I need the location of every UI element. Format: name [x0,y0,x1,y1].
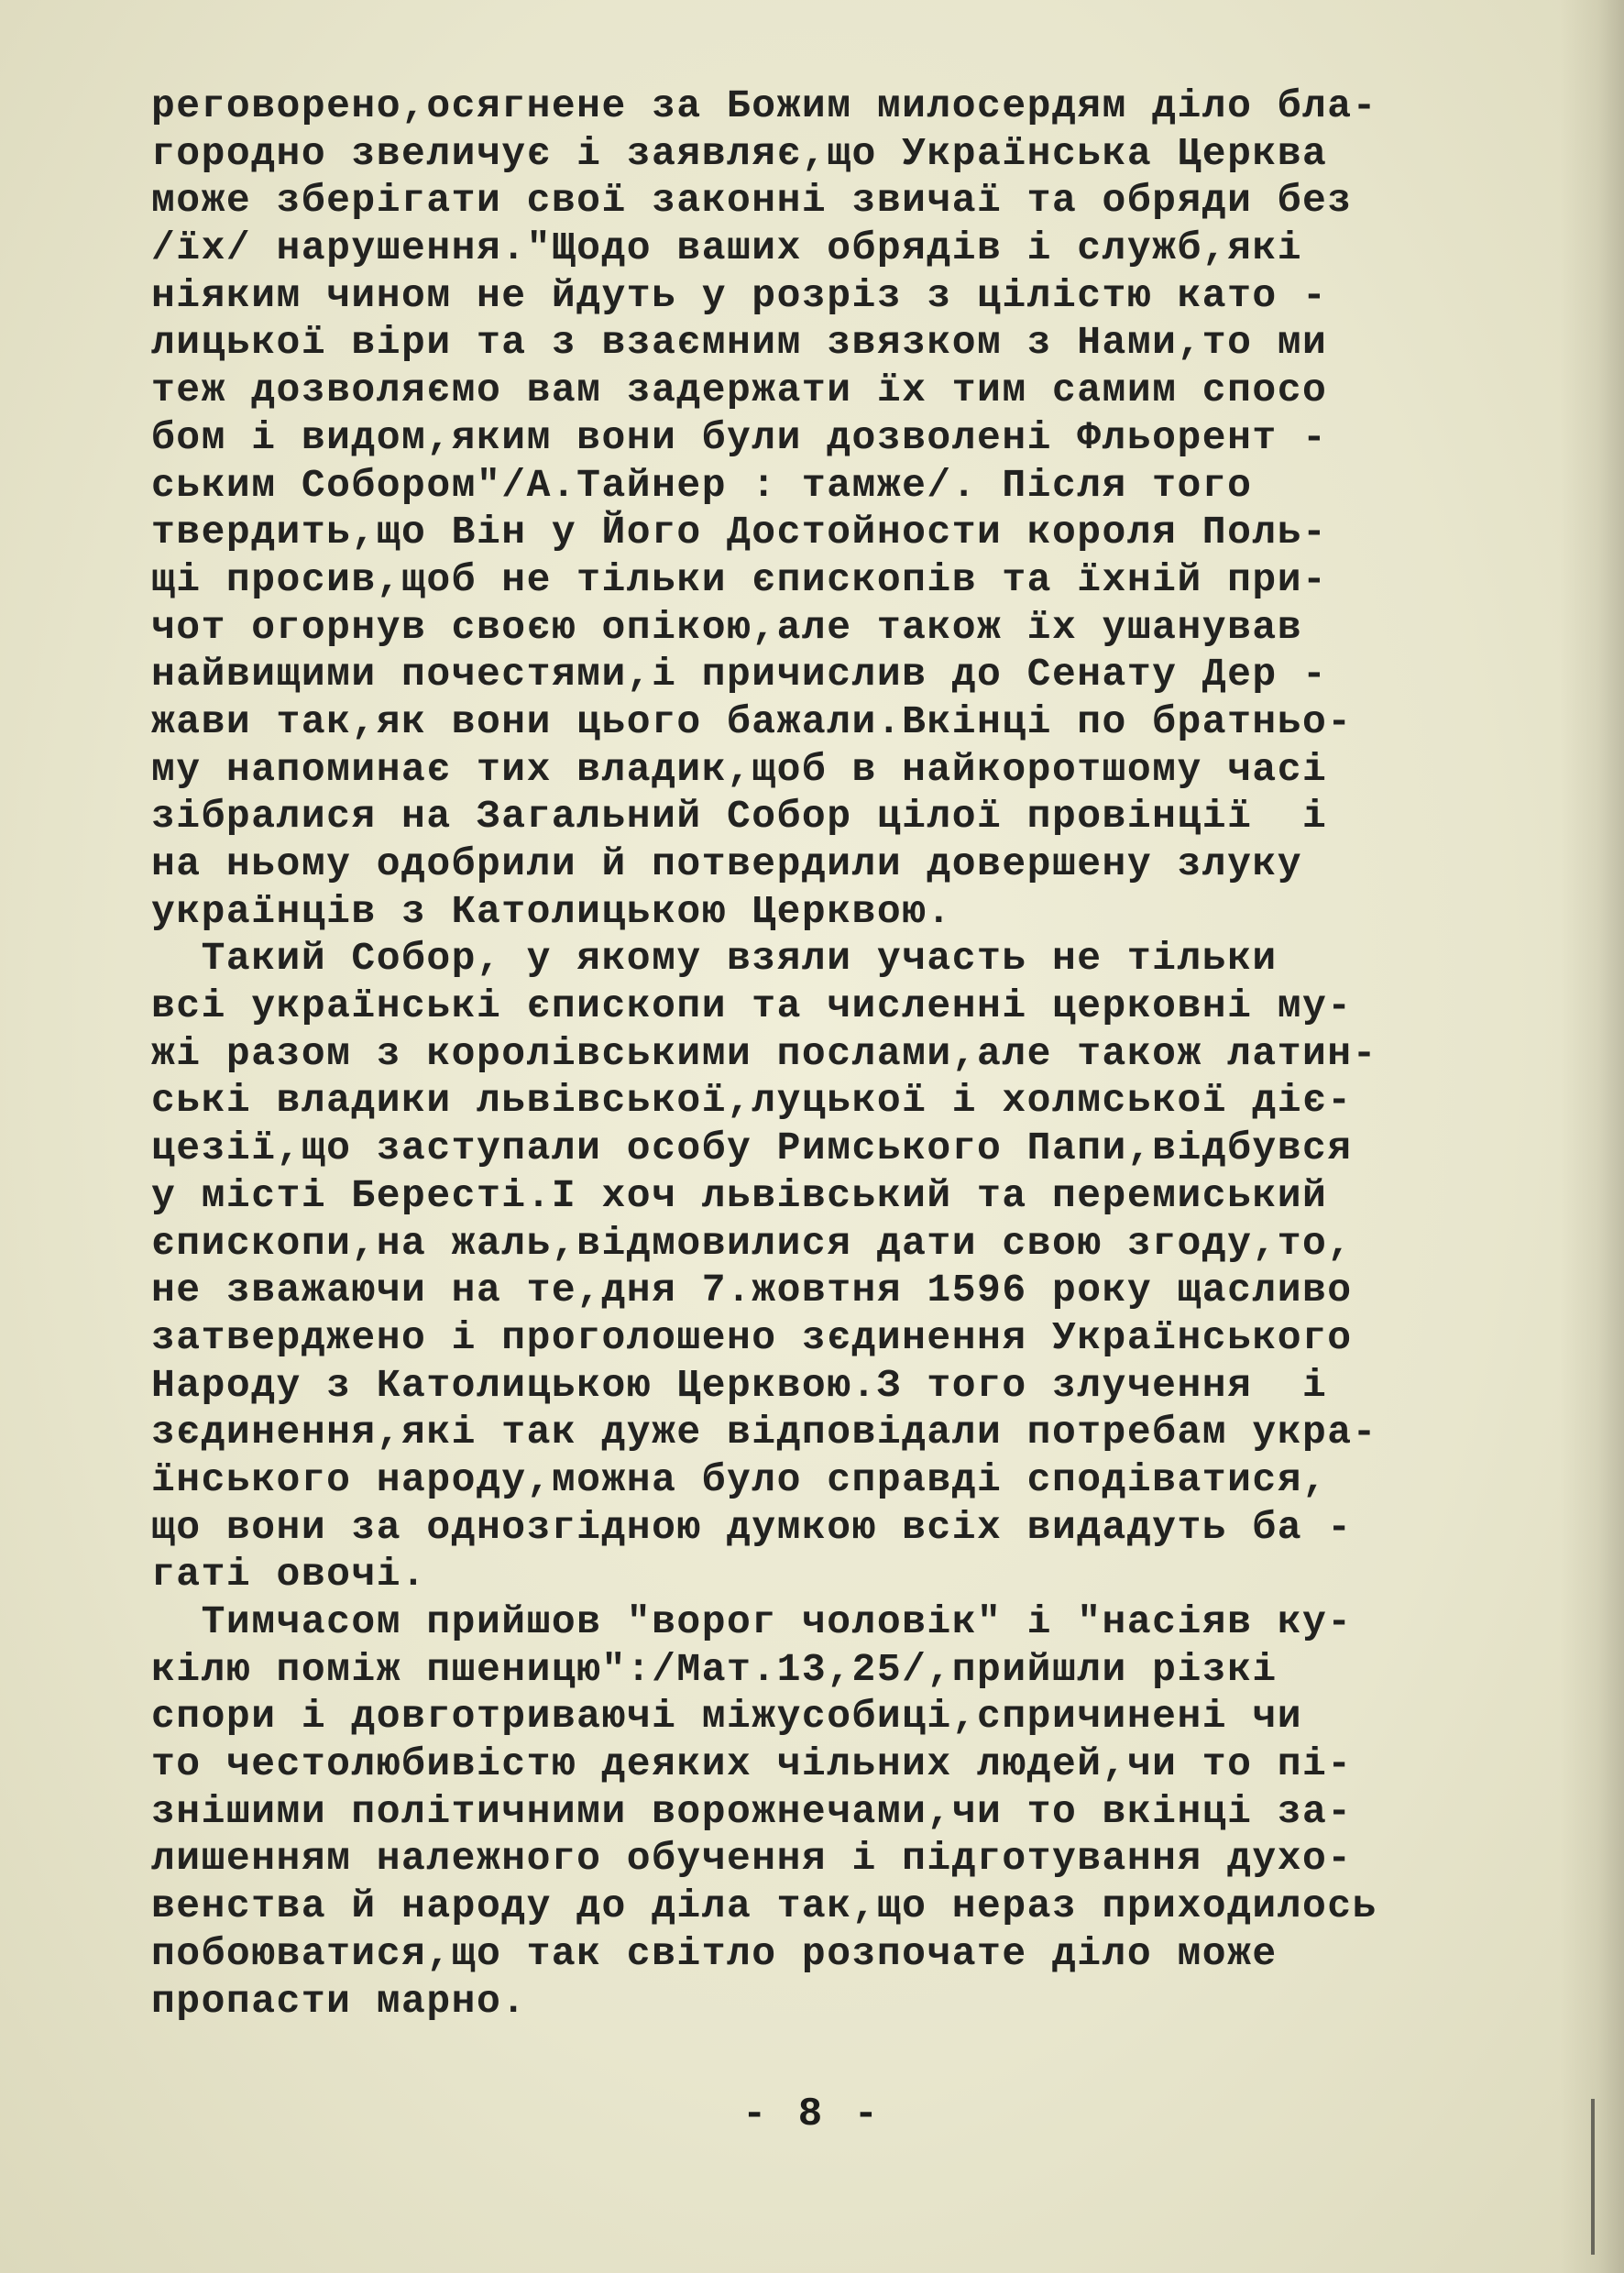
paragraph-2 [151,935,1581,1598]
text-line: зєдинення,які так дуже відповідали потребам укра- [151,1410,1377,1455]
text-line: може зберігати свої законні звичаї та обряди без [151,178,1353,224]
text-line: ські владики львівської,луцької і холмської діє- [151,1078,1353,1124]
text-line: му напоминає тих владик,щоб в найкоротшому часі [151,746,1328,792]
text-line: найвищими почестями,і причислив до Сенату Дер - [151,652,1328,697]
text-line: на ньому одобрили й потвердили довершену злуку [151,841,1302,886]
text-line: єпископи,на жаль,відмовилися дати свою згоду,то, [151,1220,1353,1266]
text-line: лицької віри та з взаємним звязком з Нами,то ми [151,320,1328,366]
text-line: цезії,що заступали особу Римського Папи,відбувся [151,1126,1353,1171]
text-line: знішими політичними ворожнечами,чи то вкінці за- [151,1788,1353,1834]
page-number: - 8 - [741,2092,883,2137]
body-text [151,82,1581,2025]
text-line: у місті Бересті.І хоч львівський та перемиський [151,1172,1328,1218]
text-line: чот огорнув своєю опікою,але також їх ушанував [151,604,1302,650]
text-line: то честолюбивістю деяких чільних людей,чи то пі- [151,1741,1353,1787]
text-line: реговорено,осягнене за Божим милосердям діло бла- [151,83,1377,128]
text-line: спори і довготриваючі міжусобиці,спричинені чи [151,1694,1302,1740]
text-line: ніяким чином не йдуть у розріз з цілістю като - [151,272,1328,318]
text-line: затверджено і проголошено зєдинення Українського [151,1314,1353,1360]
text-line: гаті овочі. [151,1552,427,1598]
text-line: жави так,як вони цього бажали.Вкінці по братньо- [151,698,1353,744]
page-edge-mark [1591,2099,1595,2255]
text-line: їнського народу,можна було справді сподіватися, [151,1456,1328,1502]
text-line: лишенням належного обучення і підготування духо- [151,1836,1353,1882]
text-line: венства й народу до діла так,що нераз приходилось [151,1883,1377,1929]
text-line: бом і видом,яким вони були дозволені Фльорент - [151,414,1328,460]
text-line: Тимчасом прийшов "ворог чоловік" і "насіяв ку- [151,1599,1353,1644]
text-line: що вони за однозгідною думкою всіх видадуть ба - [151,1504,1353,1550]
text-line: городно звеличує і заявляє,що Українська Церква [151,130,1328,176]
text-line: кілю поміж пшеницю":/Мат.13,25/,прийшли різкі [151,1646,1278,1692]
text-line: побоюватися,що так світло розпочате діло може [151,1930,1278,1976]
text-line: ським Собором"/А.Тайнер : тамже/. Після того [151,462,1253,508]
text-line: зібралися на Загальний Собор цілої провінції і [151,794,1328,840]
paragraph-3 [151,1598,1581,2025]
text-line: Народу з Католицькою Церквою.З того злучення і [151,1362,1328,1408]
text-line: пропасти марно. [151,1978,527,2024]
text-line: Такий Собор, у якому взяли участь не тільки [151,936,1278,982]
paragraph-1 [151,82,1581,935]
text-line: щі просив,щоб не тільки єпископів та їхній при- [151,556,1328,602]
text-line: всі українські єпископи та численні церковні му- [151,983,1353,1029]
text-line: не зважаючи на те,дня 7.жовтня 1596 року щасливо [151,1268,1353,1313]
text-line: жі разом з королівськими послами,але також латин- [151,1030,1377,1076]
text-line: теж дозволяємо вам задержати їх тим самим спосо [151,368,1328,413]
text-line: українців з Католицькою Церквою. [151,888,952,934]
text-line: /їх/ нарушення."Щодо ваших обрядів і служб,які [151,225,1302,271]
text-line: твердить,що Він у Його Достойности короля Поль- [151,510,1328,555]
